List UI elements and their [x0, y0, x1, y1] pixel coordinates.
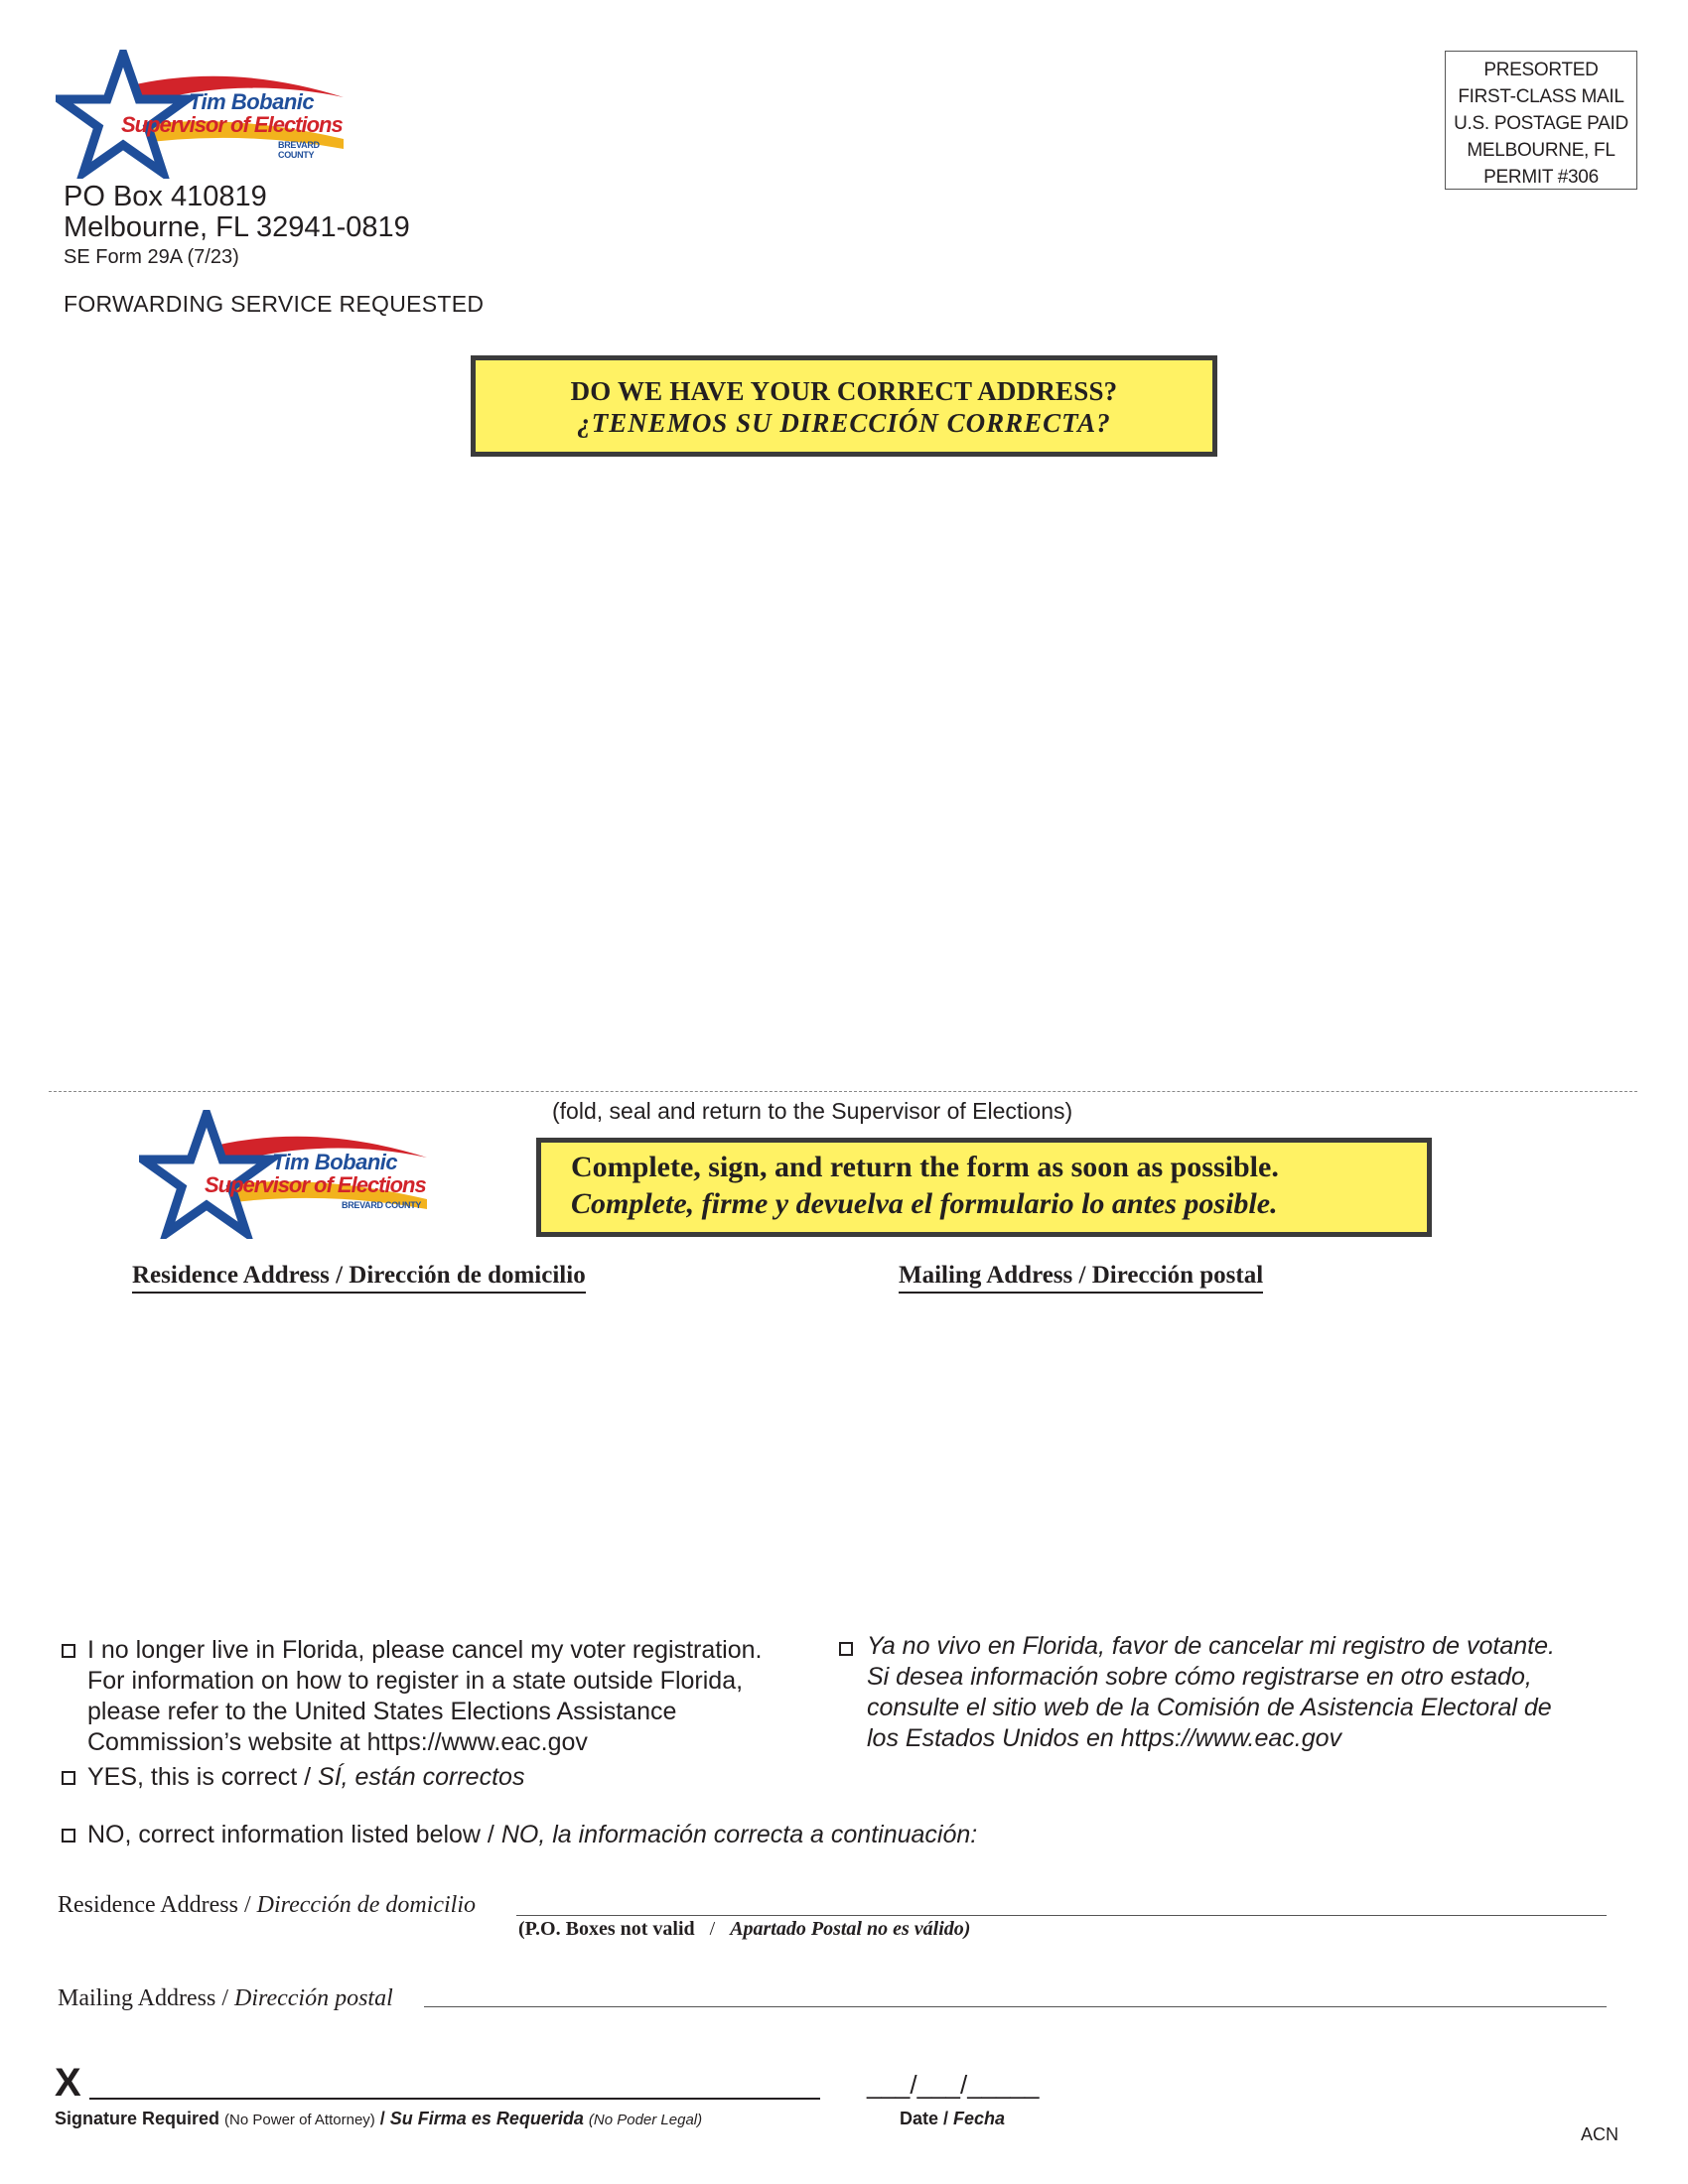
address-check-banner: [471, 355, 1217, 457]
banner-english: Complete, sign, and return the form as soon as possible.: [571, 1151, 1279, 1183]
postage-line: PERMIT #306: [1483, 167, 1599, 188]
mailing-address-heading: Mailing Address / Dirección postal: [899, 1262, 1263, 1294]
logo-top: [56, 50, 353, 179]
footer-code: ACN: [1581, 2124, 1619, 2144]
logo-title: Supervisor of Elections: [121, 112, 343, 137]
mailing-address-field[interactable]: [424, 2006, 1607, 2007]
no-correct-checkbox[interactable]: [62, 1829, 75, 1843]
postage-indicia: [1445, 51, 1637, 190]
postage-line: MELBOURNE, FL: [1467, 140, 1616, 161]
option-line: please refer to the United States Elections Assistance: [87, 1698, 677, 1725]
logo-name: Tim Bobanic: [189, 89, 315, 114]
return-address: [64, 182, 410, 243]
option-line: Si desea información sobre cómo registrarse en otro estado,: [867, 1663, 1532, 1691]
signature-field[interactable]: [89, 2098, 820, 2100]
banner-english: DO WE HAVE YOUR CORRECT ADDRESS?: [570, 376, 1118, 406]
option-line: los Estados Unidos en https://www.eac.gov: [867, 1724, 1342, 1752]
yes-correct-checkbox[interactable]: [62, 1771, 75, 1785]
option-no-correct: [62, 1820, 977, 1850]
option-line: For information on how to register in a state outside Florida,: [87, 1667, 744, 1695]
forwarding-note: FORWARDING SERVICE REQUESTED: [64, 291, 485, 317]
date-field[interactable]: ___/___/_____: [867, 2070, 1040, 2100]
option-line: Ya no vivo en Florida, favor de cancelar mi registro de votante.: [867, 1632, 1555, 1660]
banner-spanish: Complete, firme y devuelva el formulario lo antes posible.: [571, 1187, 1278, 1220]
banner-spanish: ¿TENEMOS SU DIRECCIÓN CORRECTA?: [577, 408, 1111, 438]
fold-note: (fold, seal and return to the Supervisor of Elections): [552, 1098, 1073, 1124]
date-label: Date / Fecha: [900, 2109, 1006, 2128]
address-line-2: Melbourne, FL 32941-0819: [64, 211, 410, 243]
signature-x-mark: X: [55, 2061, 81, 2105]
residence-address-field[interactable]: [516, 1915, 1607, 1916]
no-label-english: NO, correct information listed below /: [87, 1821, 501, 1848]
option-line: Commission’s website at https://www.eac.gov: [87, 1728, 588, 1756]
postage-line: U.S. POSTAGE PAID: [1454, 113, 1628, 134]
option-yes-correct: [62, 1762, 524, 1793]
option-no-longer-live-english: [62, 1635, 836, 1758]
logo-title: Supervisor of Elections: [205, 1172, 426, 1197]
mailing-address-label: Mailing Address / Dirección postal: [58, 1985, 393, 2011]
po-box-note: (P.O. Boxes not valid / Apartado Postal no es válido): [518, 1918, 971, 1940]
return-instructions-banner: [536, 1138, 1432, 1237]
logo-bottom: [139, 1110, 437, 1239]
no-longer-live-checkbox[interactable]: [62, 1644, 75, 1658]
residence-address-label: Residence Address / Dirección de domicilio: [58, 1892, 477, 1918]
logo-county: BREVARD COUNTY: [342, 1200, 422, 1210]
residence-address-heading: Residence Address / Dirección de domicilio: [132, 1262, 586, 1294]
no-label-spanish: NO, la información correcta a continuación:: [500, 1821, 978, 1848]
option-no-longer-live-spanish: [839, 1631, 1633, 1754]
postage-line: FIRST-CLASS MAIL: [1458, 86, 1624, 107]
option-line: I no longer live in Florida, please cancel my voter registration.: [87, 1636, 763, 1664]
no-longer-live-spanish-checkbox[interactable]: [839, 1642, 853, 1656]
form-id: SE Form 29A (7/23): [64, 246, 239, 268]
yes-label-english: YES, this is correct /: [87, 1763, 319, 1791]
yes-label-spanish: SÍ, están correctos: [318, 1763, 525, 1791]
option-line: consulte el sitio web de la Comisión de Asistencia Electoral de: [867, 1694, 1552, 1721]
logo-county: BREVARD COUNTY: [278, 140, 320, 160]
signature-label: Signature Required (No Power of Attorney) / Su Firma es Requerida (No Poder Legal): [55, 2109, 703, 2128]
postage-line: PRESORTED: [1483, 60, 1599, 80]
fold-line: [49, 1091, 1637, 1092]
address-line-1: PO Box 410819: [64, 181, 267, 212]
logo-name: Tim Bobanic: [272, 1150, 398, 1174]
